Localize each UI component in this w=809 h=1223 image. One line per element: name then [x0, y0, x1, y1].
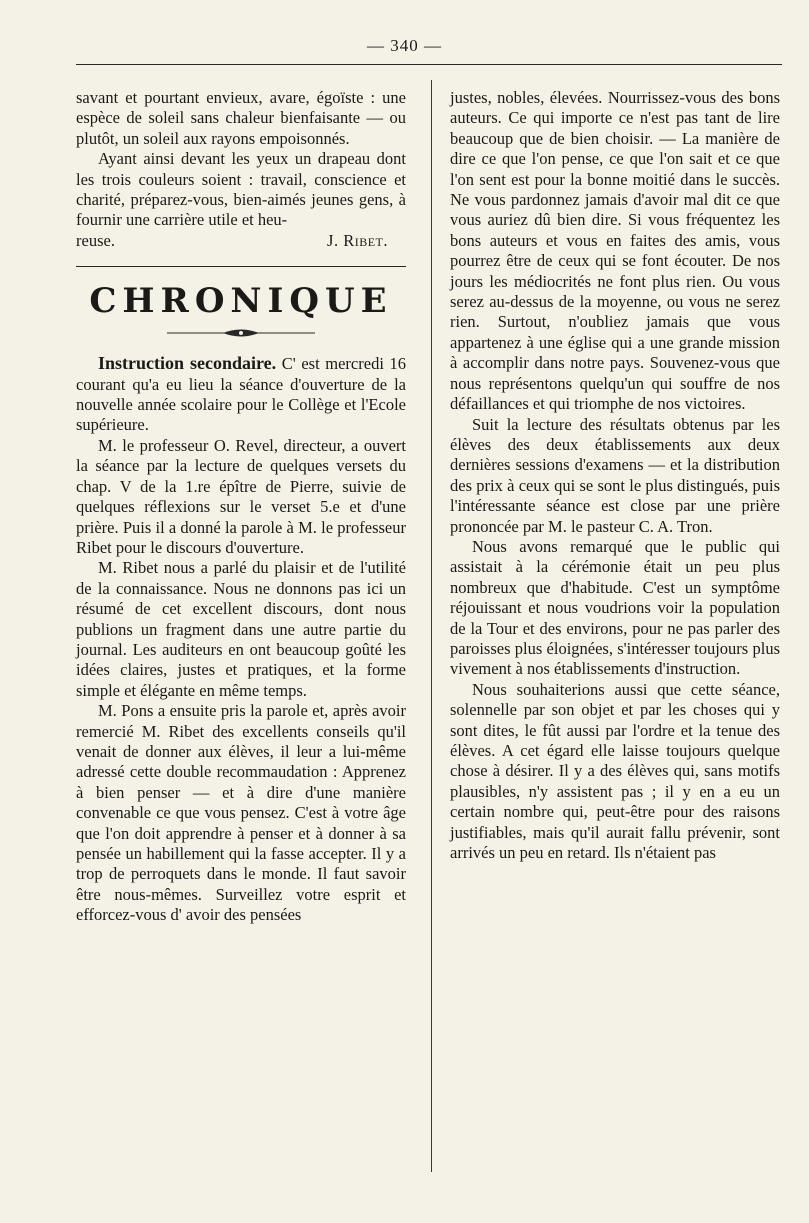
left-paragraph-3: M. Pons a ensuite pris la parole et, après avoir remercié M. Ribet des excellents conseils qu'il venait de donner aux élèves, il leur a lui-même adressé cette double recommaudation : Apprenez à bien penser — et à dire d'une manière convenable ce que vous pensez. C'est à votre âge que l'on doit apprendre à penser et à donner à sa pensée un habillement qui la fasse accepter. Il y a trop de perroquets dans le monde. Il faut savoir être nous-mêmes. Surveillez votre esprit et efforcez-vous d' avoir des pensées: [76, 701, 406, 925]
right-paragraph-2: Suit la lecture des résultats obtenus par les élèves des deux établissements aux deux dernières sessions d'examens — et la distribution des prix à ceux qui se sont le plus distingués, puis l'intéressante séance est close par une prière prononcée par M. le pasteur C. A. Tron.: [450, 414, 780, 536]
header-rule: [76, 64, 782, 65]
left-paragraph-2: M. Ribet nous a parlé du plaisir et de l'utilité de la connaissance. Nous ne donnons pas ici un résumé de cet excellent discours, dont nous publions un fragment dans une autre partie du journal. Les auditeurs en ont beaucoup goûté les idées claires, justes et pratiques, et la forme simple et élégante en même temps.: [76, 558, 406, 700]
page-number: — 340 —: [367, 36, 442, 55]
column-divider: [431, 80, 432, 1172]
signature-line-text: reuse.: [76, 230, 115, 250]
intro-paragraph-1: savant et pourtant envieux, avare, égoïste : une espèce de soleil sans chaleur bienfaisante — ou plutôt, un soleil aux rayons empoisonnés.: [76, 88, 406, 148]
right-column: [450, 88, 780, 863]
section-title: CHRONIQUE: [89, 281, 393, 322]
right-paragraph-4: Nous souhaiterions aussi que cette séance, solennelle par son objet et par les choses qui y sont dites, le fût aussi par l'ordre et la tenue des élèves. A cet égard elle laisse toujours quelque chose à désirer. Il y a des élèves qui, sans motifs plausibles, n'y assistent pas ; il y en a eu un certain nombre qui, peut-être pour des raisons justifiables, mais qu'il aurait fallu prévenir, sont arrivés un peu en retard. Ils n'étaient pas: [450, 679, 780, 863]
intro-paragraph-2: Ayant ainsi devant les yeux un drapeau dont les trois couleurs soient : travail, conscience et charité, préparez-vous, bien-aimés jeunes gens, à fournir une carrière utile et heu-: [76, 149, 406, 230]
right-paragraph-3: Nous avons remarqué que le public qui assistait à la cérémonie était un peu plus nombreux que d'habitude. C'est un symptôme réjouissant et nous voudrions voir la population de la Tour et des environs, pour ne pas parler des paroisses plus éloignées, s'intéresser toujours plus vivement à nos établissements d'instruction.: [450, 536, 780, 679]
right-paragraph-1: justes, nobles, élevées. Nourrissez-vous des bons auteurs. Ce qui importe ce n'est pas tant de lire beaucoup que de bien choisir. — La manière de dire ce que l'on pense, ce que l'on sait et ce que l'on sent est pour la bonne moitié dans le succès. Ne vous pardonnez jamais d'avoir mal dit ce que vous auriez dû bien dire. Si vous fréquentez les bons auteurs et vous en faites des amis, vous pourrez être de ceux qui se font écouter. De nos jours les médiocrités ne font plus rien. Ou vous serez au-dessus de la moyenne, ou vous ne serez rien. Surtout, n'oubliez jamais que vous appartenez à une église qui a une grande mission à accomplir dans notre pays. Souvenez-vous que nous représentons quelqu'un qui souffre de nos défaillances et qui triomphe de nos victoires.: [450, 88, 780, 414]
ornament-divider: [161, 327, 321, 339]
left-column: [76, 88, 406, 926]
instruction-paragraph: [76, 353, 406, 436]
subhead: Instruction secondaire.: [98, 353, 277, 374]
signature: J. Ribet.: [327, 230, 388, 250]
left-paragraph-1: M. le professeur O. Revel, directeur, a ouvert la séance par la lecture de quelques versets du chap. V de la 1.re épître de Pierre, suivie de quelques réflexions sur le verset 5.e et d'une prière. Puis il a donné la parole à M. le professeur Ribet pour le discours d'ouverture.: [76, 435, 406, 557]
subhead-text: C' est mercredi 16 courant qu'a eu lieu la séance d'ouverture de la nouvelle année scolaire pour le Collège et l'Ecole supérieure.: [76, 354, 407, 435]
signature-line: [76, 231, 406, 251]
section-rule: [76, 266, 406, 267]
